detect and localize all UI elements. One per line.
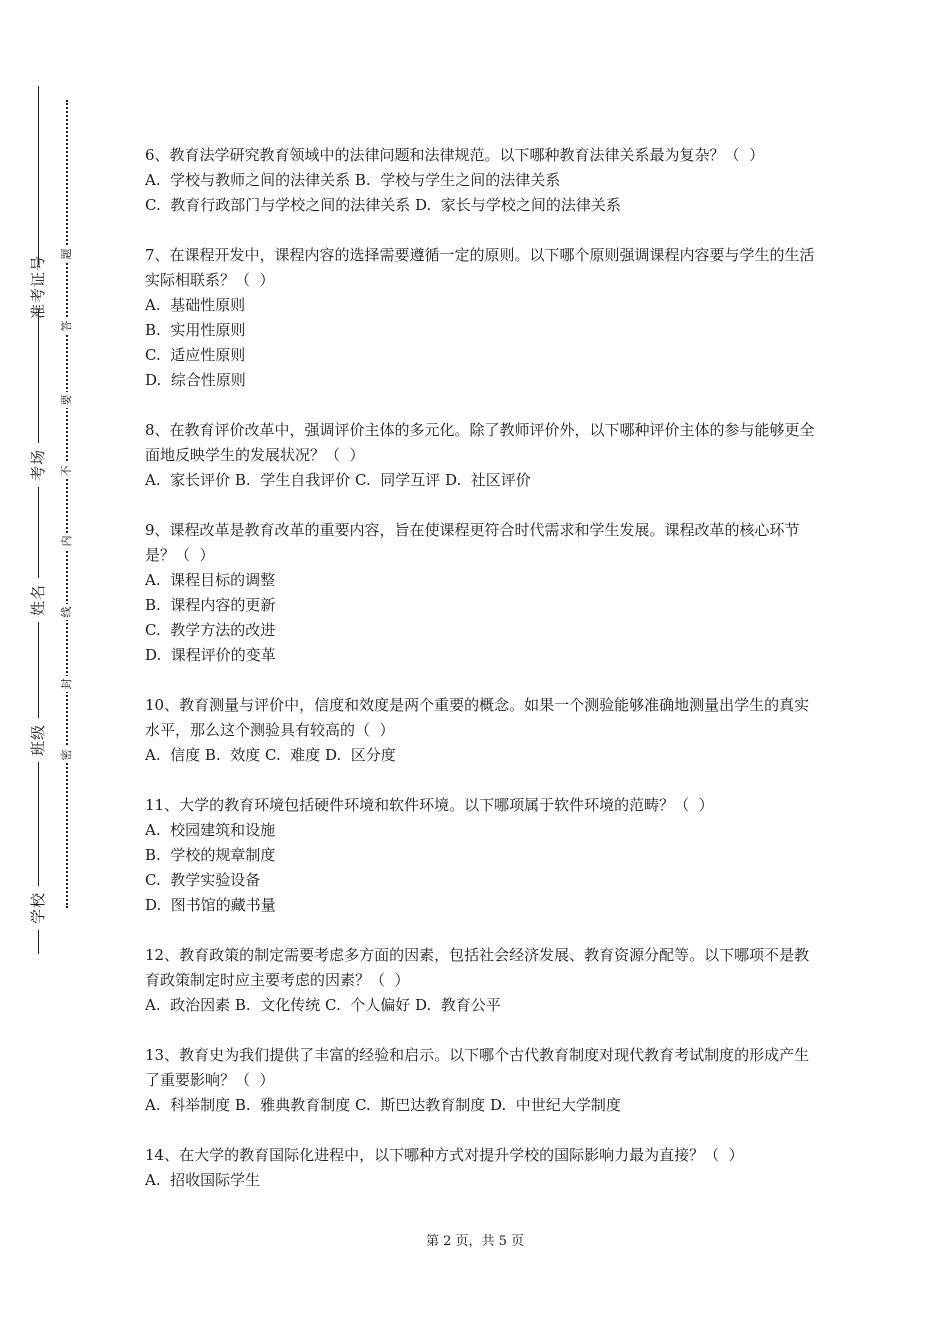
seal-dotted-line bbox=[66, 100, 68, 908]
option-line: A. 校园建筑和设施 bbox=[145, 821, 276, 839]
school-label: 学校 bbox=[27, 886, 47, 930]
question-10 bbox=[145, 693, 817, 768]
question-text: 12、教育政策的制定需要考虑多方面的因素，包括社会经济发展、教育资源分配等。以下哪项不是教育政策制定时应主要考虑的因素？（ ） bbox=[145, 946, 810, 989]
question-6 bbox=[145, 143, 817, 218]
question-text: 14、在大学的教育国际化进程中，以下哪种方式对提升学校的国际影响力最为直接？（ ） bbox=[145, 1146, 744, 1164]
seal-char: 要 bbox=[58, 392, 74, 408]
question-text: 11、大学的教育环境包括硬件环境和软件环境。以下哪项属于软件环境的范畴？（ ） bbox=[145, 796, 714, 814]
option-line: A. 招收国际学生 bbox=[145, 1171, 261, 1189]
question-7 bbox=[145, 243, 817, 393]
option-line: A. 政治因素 B. 文化传统 C. 个人偏好 D. 教育公平 bbox=[145, 996, 501, 1014]
page-number: 第 2 页，共 5 页 bbox=[425, 1234, 525, 1249]
question-text: 9、课程改革是教育改革的重要内容，旨在使课程更符合时代需求和学生发展。课程改革的核心环节是？（ ） bbox=[145, 521, 800, 564]
option-line: A. 信度 B. 效度 C. 难度 D. 区分度 bbox=[145, 746, 396, 764]
option-line: D. 课程评价的变革 bbox=[145, 646, 276, 664]
option-line: D. 图书馆的藏书量 bbox=[145, 896, 276, 914]
question-9 bbox=[145, 518, 817, 668]
question-text: 7、在课程开发中，课程内容的选择需要遵循一定的原则。以下哪个原则强调课程内容要与学生的生活实际相联系？（ ） bbox=[145, 246, 815, 289]
question-text: 8、在教育评价改革中，强调评价主体的多元化。除了教师评价外，以下哪种评价主体的参与能够更全面地反映学生的发展状况？（ ） bbox=[145, 421, 815, 464]
option-line: C. 教学实验设备 bbox=[145, 871, 261, 889]
question-text: 13、教育史为我们提供了丰富的经验和启示。以下哪个古代教育制度对现代教育考试制度的形成产生了重要影响？（ ） bbox=[145, 1046, 810, 1089]
question-8 bbox=[145, 418, 817, 493]
student-name-label: 姓名 bbox=[27, 578, 47, 622]
seal-char: 题 bbox=[58, 246, 74, 262]
question-13 bbox=[145, 1043, 817, 1118]
exam-room-label: 考场 bbox=[27, 443, 47, 487]
question-list bbox=[145, 143, 817, 1218]
option-line: B. 实用性原则 bbox=[145, 321, 246, 339]
class-label: 班级 bbox=[27, 718, 47, 762]
option-line: A. 科举制度 B. 雅典教育制度 C. 斯巴达教育制度 D. 中世纪大学制度 bbox=[145, 1096, 621, 1114]
option-line: D. 综合性原则 bbox=[145, 371, 246, 389]
seal-char: 密 bbox=[58, 747, 74, 763]
question-11 bbox=[145, 793, 817, 918]
option-line: A. 课程目标的调整 bbox=[145, 571, 276, 589]
seal-char: 不 bbox=[58, 463, 74, 479]
seal-char: 封 bbox=[58, 676, 74, 692]
question-12 bbox=[145, 943, 817, 1018]
seal-char: 内 bbox=[58, 533, 74, 549]
option-line: A. 基础性原则 bbox=[145, 296, 246, 314]
question-text: 6、教育法学研究教育领域中的法律问题和法律规范。以下哪种教育法律关系最为复杂？（ ） bbox=[145, 146, 765, 164]
question-text: 10、教育测量与评价中，信度和效度是两个重要的概念。如果一个测验能够准确地测量出学生的真实水平，那么这个测验具有较高的（ ） bbox=[145, 696, 810, 739]
option-line: A. 学校与教师之间的法律关系 B. 学校与学生之间的法律关系 bbox=[145, 171, 561, 189]
option-line: B. 课程内容的更新 bbox=[145, 596, 276, 614]
option-line: A. 家长评价 B. 学生自我评价 C. 同学互评 D. 社区评价 bbox=[145, 471, 531, 489]
exam-number-label: 准考证号 bbox=[28, 254, 47, 319]
question-14 bbox=[145, 1143, 817, 1193]
seal-char: 答 bbox=[58, 318, 74, 334]
binding-solid-line bbox=[38, 86, 39, 954]
seal-char: 线 bbox=[58, 604, 74, 620]
option-line: C. 适应性原则 bbox=[145, 346, 246, 364]
option-line: C. 教育行政部门与学校之间的法律关系 D. 家长与学校之间的法律关系 bbox=[145, 196, 621, 214]
option-line: B. 学校的规章制度 bbox=[145, 846, 276, 864]
option-line: C. 教学方法的改进 bbox=[145, 621, 276, 639]
